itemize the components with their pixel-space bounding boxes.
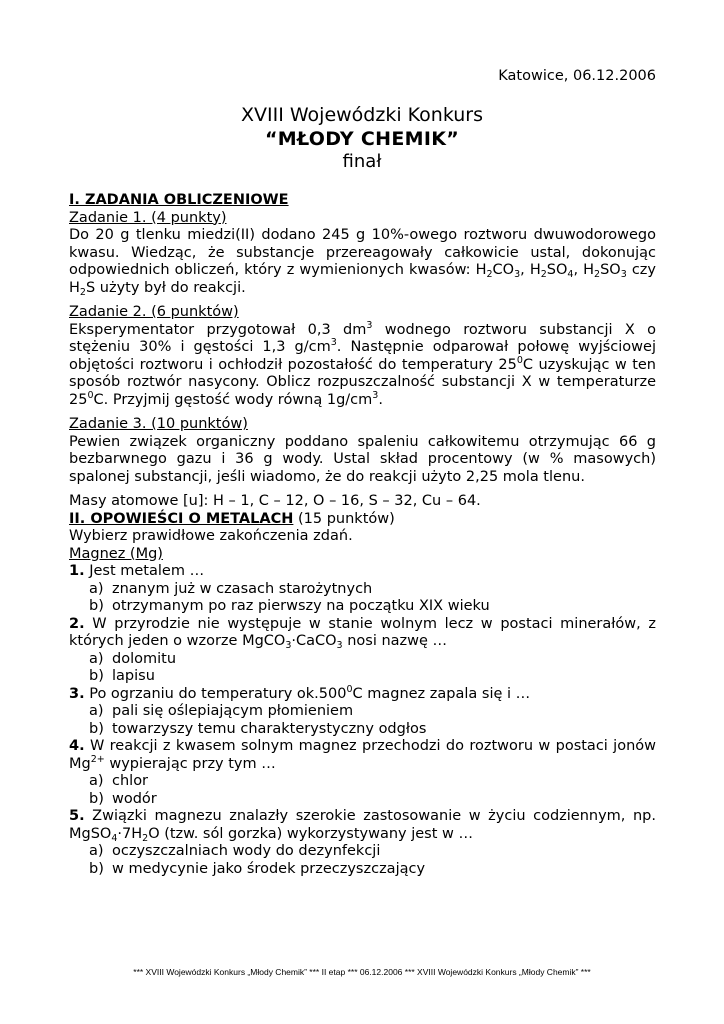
task2-text: Eksperymentator przygotował 0,3 $dm^3$ wodnego roztworu substancji X o stężeniu 30% i gęstości 1,3 $g/cm^3$. Następnie odparował połowę wyjściowej objętości roztworu i ochłodził pozostałość do temperatury $25^0C$ uzyskując w ten sposób roztwór nasycony. Oblicz rozpuszczalność substancji X w temperaturze $25^0C$. Przyjmij gęstość wody równą $1g/cm^3$. [69, 319, 656, 408]
task2-heading: Zadanie 2. (6 punktów) [69, 304, 239, 320]
competition-stage: finał [342, 151, 382, 172]
question-5-option-b: b) w medycynie jako środek przeczyszczający [89, 860, 426, 877]
question-2-option-a: a) dolomitu [89, 650, 177, 667]
page-footer: *** XVIII Wojewódzki Konkurs „Młody Chemik” *** II etap *** 06.12.2006 *** XVIII Wojewódzki Konkurs „Młody Chemik” *** [133, 967, 591, 977]
task3 [69, 416, 656, 486]
topic-heading: Magnez (Mg) [69, 545, 163, 562]
question-1-option-a: a) znanym już w czasach starożytnych [89, 580, 373, 597]
question-5 [69, 808, 656, 878]
question-4 [69, 738, 656, 808]
task1 [69, 210, 656, 298]
question-2 [69, 616, 656, 686]
question-5-text: 5. Związki magnezu znalazły szerokie zastosowanie w życiu codziennym, np. $MgSO_4\cdot 7H_2O$ (tzw. sól gorzka) wykorzystywany jest w … [69, 808, 656, 844]
section1-heading: I. ZADANIA OBLICZENIOWE [69, 192, 289, 208]
question-1 [69, 563, 656, 616]
question-2-option-b: b) lapisu [89, 668, 155, 684]
question-1-option-b: b) otrzymanym po raz pierwszy na początku XIX wieku [89, 598, 490, 614]
question-4-option-a: a) chlor [89, 773, 149, 789]
question-5-option-a: a) oczyszczalniach wody do dezynfekcji [89, 843, 381, 859]
question-4-option-b: b) wodór [89, 790, 157, 807]
question-3-text: 3. Po ogrzaniu do temperatury ok.500$^0$C magnez zapala się i … [69, 683, 531, 702]
question-4-text: 4. W reakcji z kwasem solnym magnez przechodzi do roztworu w postaci jonów $Mg^{2+}$ wypierając przy tym … [69, 738, 656, 772]
section2-intro: Wybierz prawidłowe zakończenia zdań. [69, 528, 353, 544]
task3-heading: Zadanie 3. (10 punktów) [69, 416, 248, 432]
document-date: Katowice, 06.12.2006 [498, 68, 656, 84]
question-3-option-a: a) pali się oślepiającym płomieniem [89, 703, 354, 719]
document-body [69, 192, 656, 878]
question-1-text: 1. Jest metalem … [69, 563, 205, 579]
question-3-option-b: b) towarzyszy temu charakterystyczny odgłos [89, 720, 427, 737]
task3-text: Pewien związek organiczny poddano spaleniu całkowitemu otrzymując 66 g bezbarwnego gazu i 36 g wody. Ustal skład procentowy (w % masowych) spalonej substancji, jeśli wiadomo, że do reakcji użyto 2,25 mola tlenu. [69, 433, 656, 485]
task2 [69, 304, 656, 409]
competition-name: “MŁODY CHEMIK” [264, 128, 460, 150]
section2-heading: II. OPOWIEŚCI O METALACH (15 punktów) [69, 510, 395, 527]
task1-heading: Zadanie 1. (4 punkty) [69, 209, 227, 226]
question-3 [69, 683, 656, 739]
competition-title: XVIII Wojewódzki Konkurs [241, 104, 483, 126]
task1-text: Do 20 g tlenku miedzi(II) dodano 245 g 10%-owego roztworu dwuwodorowego kwasu. Wiedząc, że substancje przereagowały całkowicie ustal, dokonując odpowiednich obliczeń, który z wymienionych kwasów: $H_2CO_3$, $H_2SO_4$, $H_2SO_3$ czy $H_2S$ użyty był do reakcji. [69, 227, 657, 298]
atomic-masses: Masy atomowe [u]: H – 1, C – 12, O – 16, S – 32, Cu – 64. [69, 493, 481, 509]
question-2-text: 2. W przyrodzie nie występuje w stanie wolnym lecz w postaci minerałów, z których jeden o wzorze MgCO$_3$·CaCO$_3$ nosi nazwę … [69, 615, 656, 651]
